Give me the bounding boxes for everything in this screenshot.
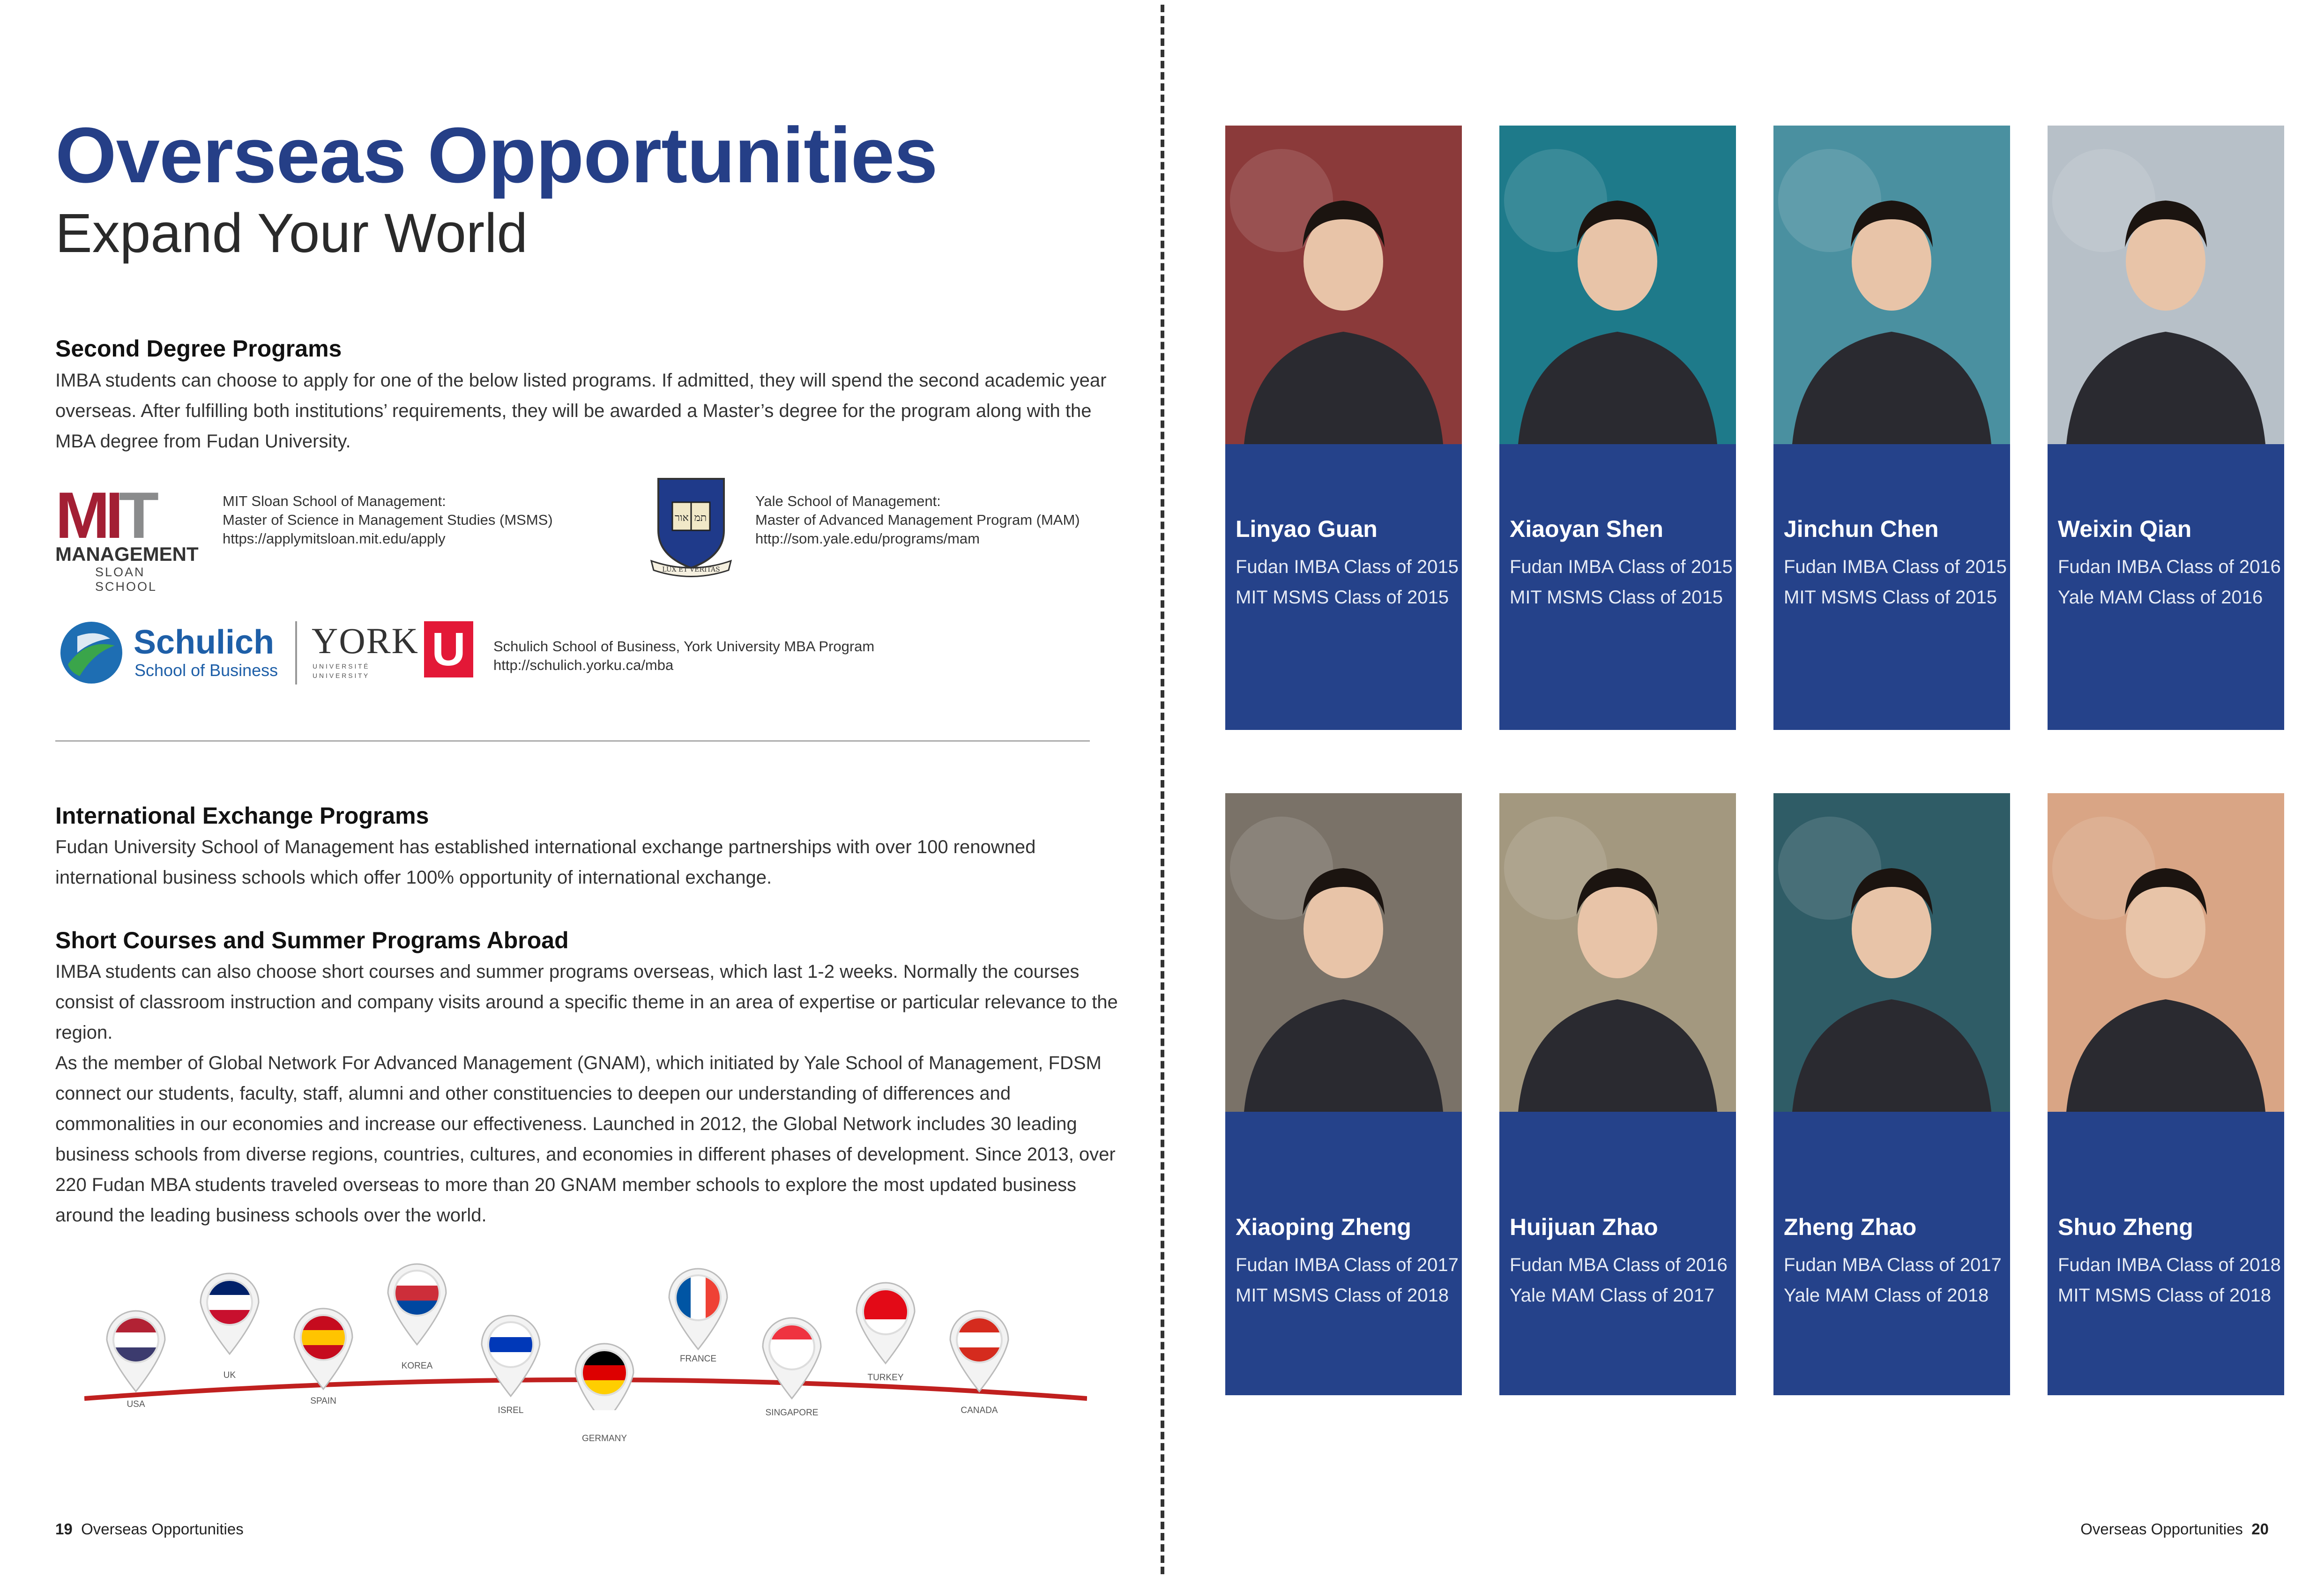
short-courses-body-1: IMBA students can also choose short courses and summer programs overseas, which last 1-2 weeks. Normally the courses consist of classroom instruction and company visits around a specific theme in an area of expertise or particular relevance to the region.	[55, 961, 1118, 1043]
schulich-program-info	[493, 637, 874, 675]
student-card	[1225, 126, 1462, 730]
page-subtitle: Expand Your World	[55, 202, 528, 264]
yale-program-school: Yale School of Management:	[755, 493, 941, 509]
country-label: FRANCE	[679, 1354, 717, 1364]
second-degree-body: IMBA students can choose to apply for one of the below listed programs. If admitted, they will spend the second academic year overseas. After fulfilling both institutions’ requirements, they will be awarded a Master’s degree for the program along with the MBA degree from Fudan University.	[55, 370, 1107, 452]
student-card	[2048, 126, 2284, 730]
schulich-program-link[interactable]: http://schulich.yorku.ca/mba	[493, 657, 674, 673]
country-label: TURKEY	[867, 1373, 904, 1383]
country-label: USA	[127, 1399, 145, 1409]
student-card	[1499, 126, 1736, 730]
mit-program-link[interactable]: https://applymitsloan.mit.edu/apply	[223, 530, 446, 547]
student-overseas-class: MIT MSMS Class of 2018	[1236, 1285, 1449, 1306]
footer-right-page-number: 20	[2251, 1520, 2269, 1538]
student-overseas-class: Yale MAM Class of 2018	[1784, 1285, 1989, 1306]
mit-sloan-logo	[55, 478, 210, 594]
mit-program-info	[223, 492, 553, 548]
schulich-swirl-icon	[59, 620, 124, 685]
mit-program-degree: Master of Science in Management Studies (MSMS)	[223, 512, 553, 528]
student-fudan-class: Fudan IMBA Class of 2015	[1236, 557, 1459, 577]
mit-program-school: MIT Sloan School of Management:	[223, 493, 446, 509]
yale-logo-motto: LUX ET VERITAS	[662, 566, 720, 573]
student-name: Shuo Zheng	[2058, 1214, 2193, 1240]
student-name: Zheng Zhao	[1784, 1214, 1917, 1240]
country-label: GERMANY	[581, 1434, 627, 1443]
student-name: Xiaoping Zheng	[1236, 1214, 1411, 1240]
york-logo-u: U	[424, 621, 473, 677]
mit-logo-mark-grey: T	[119, 478, 155, 552]
student-card	[1773, 126, 2010, 730]
yale-program-info	[755, 492, 1080, 548]
student-overseas-class: MIT MSMS Class of 2015	[1784, 587, 1997, 608]
schulich-logo-sub: School of Business	[134, 661, 278, 680]
exchange-body: Fudan University School of Management has established international exchange partnerships with over 100 renowned international business schools which offer 100% opportunity of international exchange.	[55, 837, 1036, 888]
student-photo	[1499, 126, 1736, 444]
student-overseas-class: MIT MSMS Class of 2018	[2058, 1285, 2271, 1306]
student-fudan-class: Fudan IMBA Class of 2015	[1510, 557, 1733, 577]
student-name: Huijuan Zhao	[1510, 1214, 1658, 1240]
student-photo	[1499, 793, 1736, 1112]
flag-pin-spain-icon	[294, 1309, 352, 1389]
york-logo-name: YORK	[312, 620, 419, 661]
student-name: Xiaoyan Shen	[1510, 516, 1663, 542]
flag-pin-canada-icon	[950, 1311, 1008, 1391]
footer-left	[55, 1520, 244, 1538]
student-card	[1773, 793, 2010, 1395]
student-overseas-class: Yale MAM Class of 2017	[1510, 1285, 1715, 1306]
short-courses-body-2: As the member of Global Network For Advanced Management (GNAM), which initiated by Yale School of Management, FDSM connect our students, faculty, staff, alumni and other constituencies to deepen our understanding of differences and commonalities in our economies and increase our effectiveness. Launched in 2012, the Global Network includes 30 leading business schools from diverse regions, countries, cultures, and economies in different phases of development. Since 2013, over 220 Fudan MBA students traveled overseas to more than 20 GNAM member schools to explore the most updated business around the leading business schools over the world.	[55, 1053, 1116, 1226]
student-photo	[1773, 793, 2010, 1112]
student-name: Jinchun Chen	[1784, 516, 1939, 542]
footer-right-text: Overseas Opportunities	[2080, 1520, 2243, 1538]
student-name: Weixin Qian	[2058, 516, 2192, 542]
svg-text:אור: אור	[675, 512, 689, 524]
short-courses-heading: Short Courses and Summer Programs Abroad	[55, 927, 569, 953]
footer-right	[2080, 1520, 2269, 1538]
mit-logo-mark-red: MI	[55, 478, 119, 552]
schulich-logo-name: Schulich	[134, 624, 275, 661]
country-label: ISREL	[498, 1406, 524, 1415]
student-overseas-class: Yale MAM Class of 2016	[2058, 587, 2263, 608]
student-name: Linyao Guan	[1236, 516, 1378, 542]
footer-left-page-number: 19	[55, 1520, 73, 1538]
student-photo	[2048, 793, 2284, 1112]
student-photo	[1225, 126, 1462, 444]
york-logo-en: U N I V E R S I T Y	[313, 672, 368, 679]
flag-pin-turkey-icon	[857, 1283, 915, 1363]
country-label: KOREA	[401, 1361, 433, 1371]
yale-shield-logo	[649, 474, 733, 577]
student-fudan-class: Fudan MBA Class of 2017	[1784, 1255, 2002, 1275]
country-label: CANADA	[961, 1406, 998, 1415]
flag-pin-uk-icon	[201, 1273, 259, 1354]
page-fold-divider	[1161, 5, 1164, 1574]
student-card	[1225, 793, 1462, 1395]
second-degree-heading: Second Degree Programs	[55, 335, 342, 362]
flag-pin-usa-icon	[107, 1311, 165, 1391]
footer-left-text: Overseas Opportunities	[81, 1520, 244, 1538]
student-card	[1499, 793, 1736, 1395]
schulich-york-logo	[59, 617, 480, 688]
student-overseas-class: MIT MSMS Class of 2015	[1236, 587, 1449, 608]
mit-logo-sloan: SLOAN SCHOOL	[95, 565, 157, 594]
country-label: SINGAPORE	[765, 1408, 819, 1418]
student-overseas-class: MIT MSMS Class of 2015	[1510, 587, 1723, 608]
student-card	[2048, 793, 2284, 1395]
student-fudan-class: Fudan IMBA Class of 2015	[1784, 557, 2007, 577]
exchange-heading: International Exchange Programs	[55, 803, 429, 829]
country-label: UK	[223, 1370, 236, 1380]
flag-pin-germany-icon	[575, 1344, 633, 1410]
flag-pin-france-icon	[669, 1269, 727, 1349]
york-logo-fr: U N I V E R S I T É	[313, 662, 368, 670]
schulich-program-school: Schulich School of Business, York University MBA Program	[493, 638, 875, 655]
student-fudan-class: Fudan IMBA Class of 2016	[2058, 557, 2281, 577]
student-fudan-class: Fudan IMBA Class of 2018	[2058, 1255, 2281, 1275]
mit-logo-management: MANAGEMENT	[55, 543, 199, 565]
flag-pin-korea-icon	[388, 1264, 446, 1345]
yale-program-degree: Master of Advanced Management Program (MAM)	[755, 512, 1080, 528]
student-photo	[1225, 793, 1462, 1112]
student-fudan-class: Fudan IMBA Class of 2017	[1236, 1255, 1459, 1275]
student-fudan-class: Fudan MBA Class of 2016	[1510, 1255, 1728, 1275]
svg-text:תמ: תמ	[694, 512, 707, 524]
flag-pin-isrel-icon	[482, 1316, 540, 1396]
country-flag-map	[84, 1256, 1087, 1410]
page-title: Overseas Opportunities	[55, 111, 938, 199]
country-label: SPAIN	[310, 1396, 336, 1406]
flag-pin-singapore-icon	[763, 1318, 821, 1398]
student-photo	[2048, 126, 2284, 444]
section-divider	[55, 740, 1090, 742]
yale-program-link[interactable]: http://som.yale.edu/programs/mam	[755, 530, 980, 547]
student-photo	[1773, 126, 2010, 444]
